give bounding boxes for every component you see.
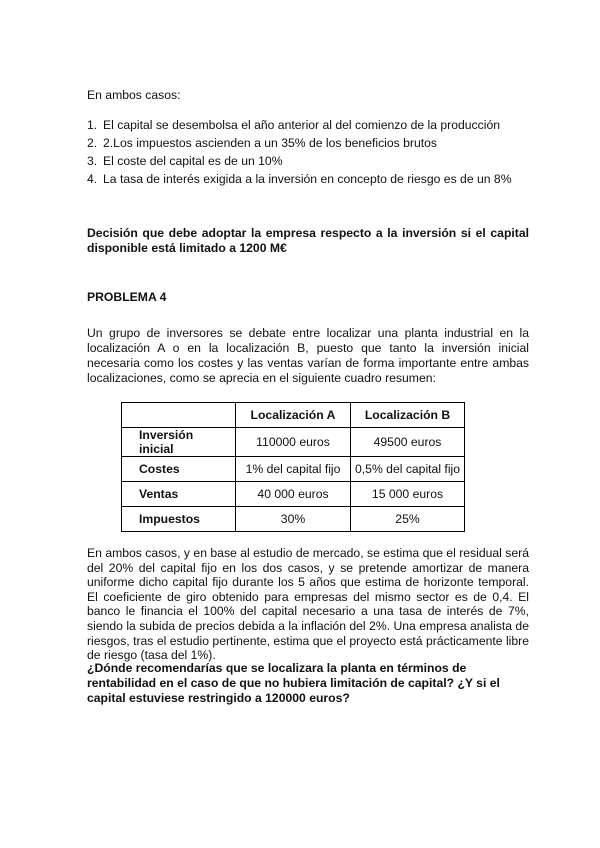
problem-statement: Un grupo de inversores se debate entre localizar una planta industrial en la localización A o en la localización B, puesto que tanto la inversión inicial necesaria como los costes y las ventas varían de forma importante entre ambas localizaciones, como se aprecia en el siguiente cuadro resumen: [87, 326, 529, 385]
table-row [122, 482, 465, 507]
table-corner-cell [122, 403, 236, 428]
decision-question: Decisión que debe adoptar la empresa respecto a la inversión si el capital disponible está limitado a 1200 M€ [87, 226, 529, 255]
row-header: Ventas [122, 482, 236, 507]
row-header: Costes [122, 457, 236, 482]
table-row [122, 507, 465, 532]
list-item [87, 136, 527, 150]
table-cell: 25% [351, 507, 465, 532]
column-header-location-a: Localización A [236, 403, 351, 428]
list-item [87, 118, 527, 132]
table-cell: 1% del capital fijo [236, 457, 351, 482]
list-item-text: El capital se desembolsa el año anterior al del comienzo de la producción [103, 118, 501, 132]
table-cell: 30% [236, 507, 351, 532]
table-row [122, 457, 465, 482]
list-item-text: El coste del capital es de un 10% [103, 154, 283, 168]
intro-text: En ambos casos: [87, 88, 181, 102]
conditions-list [87, 118, 527, 190]
row-header: Inversión inicial [122, 428, 236, 457]
list-item-number: 4. [87, 172, 98, 186]
list-item-number: 3. [87, 154, 98, 168]
row-header: Impuestos [122, 507, 236, 532]
table-cell: 49500 euros [351, 428, 465, 457]
column-header-location-b: Localización B [351, 403, 465, 428]
list-item [87, 154, 527, 168]
list-item-number: 1. [87, 118, 98, 132]
table-cell: 110000 euros [236, 428, 351, 457]
table-row [122, 428, 465, 457]
table-header-row [122, 403, 465, 428]
problem-title: PROBLEMA 4 [87, 290, 167, 304]
list-item-text: La tasa de interés exigida a la inversión en concepto de riesgo es de un 8% [103, 172, 512, 186]
table-cell: 0,5% del capital fijo [351, 457, 465, 482]
final-question: ¿Dónde recomendarías que se localizara la planta en términos de rentabilidad en el caso de que no hubiera limitación de capital? ¿Y si el capital estuviese restringido a 120000 euros? [87, 661, 500, 705]
table-cell: 40 000 euros [236, 482, 351, 507]
summary-table [121, 402, 465, 532]
list-item [87, 172, 527, 186]
list-item-text: 2.Los impuestos ascienden a un 35% de los beneficios brutos [103, 136, 438, 150]
list-item-number: 2. [87, 136, 98, 150]
table-cell: 15 000 euros [351, 482, 465, 507]
problem-details: En ambos casos, y en base al estudio de mercado, se estima que el residual será del 20% del capital fijo en los dos casos, y se pretende amortizar de manera uniforme dicho capital fijo durante los 5 años que estima de horizonte temporal. El coeficiente de giro obtenido para empresas del mismo sector es de 0,4. El banco le financia el 100% del capital necesario a una tasa de interés de 7%, siendo la subida de precios debida a la inflación del 2%. Una empresa analista de riesgos, tras el estudio pertinente, estima que el proyecto está prácticamente libre de riesgo (tasa del 1%). [87, 546, 529, 663]
